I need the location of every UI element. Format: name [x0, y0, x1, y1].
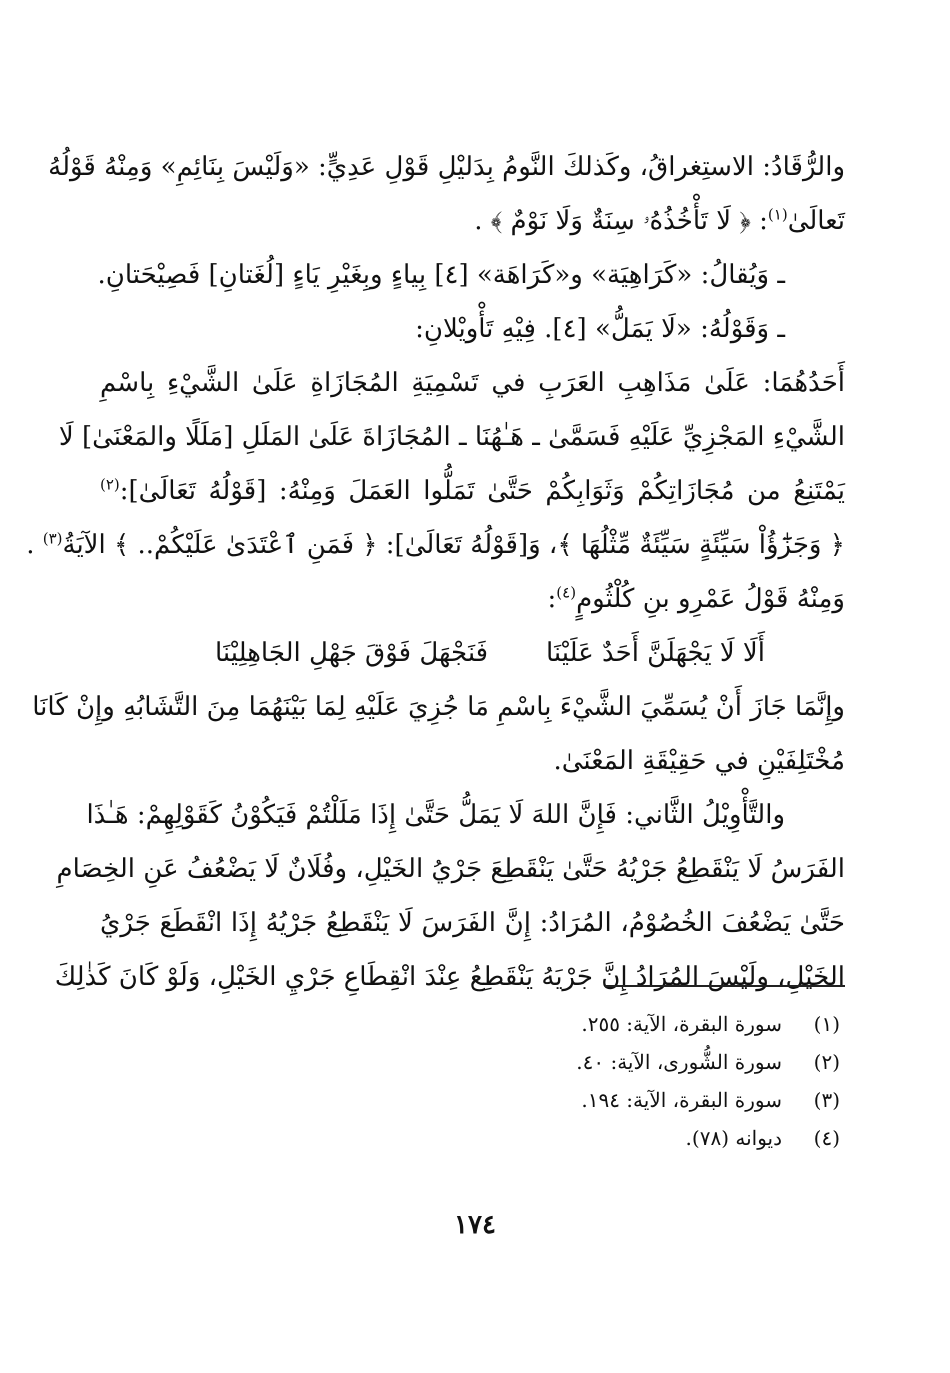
verse-first-hemistich: أَلَا لَا يَجْهَلَنَّ أَحَدٌ عَلَيْنَا: [545, 638, 765, 668]
footnote-separator: [605, 985, 845, 987]
footnote-number: (١): [813, 1012, 840, 1036]
text-line-9: [100, 572, 845, 626]
footnote-ref-2: (٢): [100, 475, 120, 494]
text-line-15: الخَيْلِ، ولَيْسَ المُرَادُ إِنَّ جَرْيَهُ يَنْقَطِعُ عِنْدَ انْقِطَاعِ جَرْيِ الخَيْلِ، وَلَوْ كَانَ كَذٰلِكَ: [54, 962, 845, 992]
text-line-9-text: وَمِنْهُ قَوْلُ عَمْرِو بنِ كُلْثُومٍ: [576, 584, 845, 614]
verse-second-hemistich: فَنَجْهَلَ فَوْقَ جَهْلِ الجَاهِلِيْنَا: [215, 638, 489, 668]
footnote-2: [300, 1043, 840, 1081]
text-line-5: أَحَدُهُمَا: عَلَىٰ مَذَاهِبِ العَرَبِ في تَسْمِيَةِ المُجَازَاةِ عَلَىٰ الشَّيْءِ بِاسْمِ: [100, 368, 845, 398]
text-line-14: حَتَّىٰ يَضْعُفَ الخُصُوْمُ، المُرَادُ: إِنَّ الفَرَسَ لَا يَنْقَطِعُ جَرْيُهُ إِذَا انْقَطَعَ جَرْيُ: [100, 908, 845, 938]
text-line-10: وإِنَّمَا جَازَ أَنْ يُسَمِّيَ الشَّيْءَ بِاسْمِ مَا جُزِيَ عَلَيْهِ لِمَا بَيْنَهُمَا مِنَ التَّشَابُهِ وإِنْ كَانَا: [32, 692, 845, 722]
text-line-3: ـ وَيُقالُ: «كَرَاهِيَة» و«كَرَاهَة» [٤] بِياءٍ وبِغَيْرِ يَاءٍ [لُغَتانِ] فَصِيْحَتانِ.: [97, 260, 785, 290]
text-line-4: ـ وَقَوْلُهُ: «لَا يَمَلُّ» [٤]. فِيْهِ تَأْويْلانِ:: [415, 314, 785, 344]
footnote-ref-3: (٣): [42, 529, 63, 548]
text-line-8-text: ﴿ وَجَزَٰٓؤُاْ سَيِّئَةٍ سَيِّئَةٌ مِّثْلُهَا ﴾، وَ[قَوْلُهُ تَعَالَىٰ]: ﴿ فَمَنِ ٱعْتَدَىٰ عَلَيْكُمْ.. ﴾ الآيَةُ: [62, 530, 845, 560]
footnote-number: (٣): [813, 1088, 840, 1112]
footnote-1: [300, 1005, 840, 1043]
text-line-1: والرُّقَادُ: الاستِغراقُ، وكَذلكَ النَّومُ بِدَليْلِ قَوْلِ عَدِيٍّ: «وَلَيْسَ بِنَائِمِ» وَمِنْهُ قَوْلُهُ: [48, 152, 845, 182]
page-body: [26, 140, 845, 1004]
footnotes: [300, 1005, 840, 1157]
footnote-text: سورة البقرة، الآية: ٢٥٥.: [581, 1012, 782, 1036]
text-line-2-quran: ﴿ لَا تَأْخُذُهُۥ سِنَةٌ وَلَا نَوْمٌ ﴾ .: [474, 206, 751, 236]
text-line-8: ﴿ وَجَزَٰٓؤُاْ سَيِّئَةٍ سَيِّئَةٌ مِّثْلُهَا ﴾، وَ[قَوْلُهُ تَعَالَىٰ]: ﴿ فَمَنِ ٱعْتَدَىٰ عَلَيْكُمْ.. ﴾ الآيَةُ$^{(٣)}$ .: [26, 529, 845, 560]
footnote-ref-4: (٤): [556, 583, 577, 602]
footnote-4: [300, 1119, 840, 1157]
page-number: ١٧٤: [454, 1210, 496, 1240]
footnote-ref-1: (١): [767, 205, 788, 224]
footnote-3: [300, 1081, 840, 1119]
poetry-verse: [100, 626, 845, 680]
footnote-number: (٤): [813, 1126, 840, 1150]
text-line-7: [100, 464, 845, 518]
colon: :: [759, 206, 768, 236]
footnote-text: ديوانه (٧٨).: [685, 1126, 782, 1150]
text-line-2-start: تَعالَىٰ: [787, 206, 845, 236]
text-line-2: [100, 194, 845, 248]
text-line-12: والتَّأْوِيْلُ الثَّاني: فَإِنَّ اللهَ لَا يَمَلُّ حَتَّىٰ إِذَا مَلَلْتُمْ فَيَكُوْنُ كَقَوْلِهِمْ: هَـٰذَا: [86, 800, 785, 830]
footnote-text: سورة البقرة، الآية: ١٩٤.: [581, 1088, 782, 1112]
footnote-text: سورة الشُّورى، الآية: ٤٠.: [576, 1050, 782, 1074]
text-line-7-text: يَمْتَنِعُ من مُجَازَاتِكُمْ وَثَوَابِكُمْ حَتَّىٰ تَمَلُّوا العَمَلَ وَمِنْهُ: [قَوْلُهُ تَعَالَىٰ]:: [119, 476, 845, 506]
footnote-number: (٢): [813, 1050, 840, 1074]
text-line-13: الفَرَسُ لَا يَنْقَطِعُ جَرْيُهُ حَتَّىٰ يَنْقَطِعَ جَرْيُ الخَيْلِ، وفُلَانٌ لَا يَضْعُفُ عَنِ الخِصَامِ: [56, 854, 845, 884]
text-line-6: الشَّيْءِ المَجْزِيِّ عَلَيْهِ فَسَمَّىٰ ـ هَـٰهُنَا ـ المُجَازَاةَ عَلَىٰ المَلَلِ [مَلَلًا والمَعْنَىٰ] لَا: [58, 422, 845, 452]
text-line-11: مُخْتَلِفَيْنِ في حَقِيْقَةِ المَعْنَىٰ.: [553, 746, 845, 776]
colon: :: [547, 584, 557, 614]
